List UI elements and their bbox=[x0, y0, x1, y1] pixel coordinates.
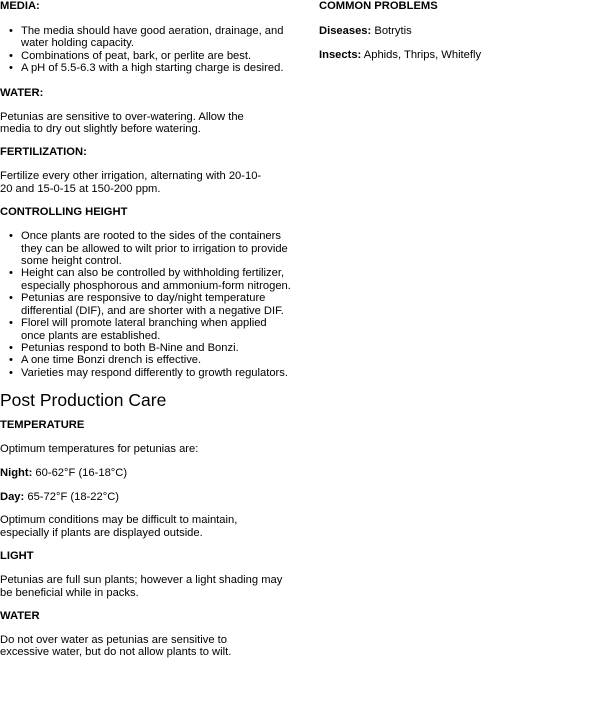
controlling-height-heading: CONTROLLING HEIGHT bbox=[0, 206, 128, 219]
media-heading: MEDIA: bbox=[0, 0, 40, 12]
list-item: • A one time Bonzi drench is effective. bbox=[0, 354, 292, 366]
controlling-height-list bbox=[0, 230, 292, 379]
right-column bbox=[319, 0, 589, 62]
list-item: • A pH of 5.5-6.3 with a high starting charge is desired. bbox=[0, 62, 290, 74]
section-title: Post Production Care bbox=[0, 390, 167, 411]
list-item: • Florel will promote lateral branching when applied once plants are established. bbox=[0, 317, 292, 342]
left-column bbox=[0, 0, 300, 659]
diseases-label: Diseases: bbox=[319, 25, 372, 37]
diseases-value: Botrytis bbox=[371, 25, 412, 37]
fertilization-text: Fertilize every other irrigation, alternating with 20-10-20 and 15-0-15 at 150-200 ppm. bbox=[0, 170, 262, 195]
fertilization-heading: FERTILIZATION: bbox=[0, 146, 87, 159]
diseases-line bbox=[319, 25, 589, 37]
common-problems-heading: COMMON PROBLEMS bbox=[319, 0, 438, 12]
night-label: Night: bbox=[0, 466, 33, 479]
temperature-intro: Optimum temperatures for petunias are: bbox=[0, 443, 199, 456]
list-item: • Combinations of peat, bark, or perlite are best. bbox=[0, 50, 290, 62]
list-item: • The media should have good aeration, drainage, and water holding capacity. bbox=[0, 25, 290, 50]
list-item: • Varieties may respond differently to growth regulators. bbox=[0, 367, 292, 379]
day-temperature bbox=[0, 491, 300, 503]
media-list bbox=[0, 25, 290, 75]
night-value: 60-62°F (16-18°C) bbox=[32, 466, 128, 479]
list-item: • Petunias respond to both B-Nine and Bonzi. bbox=[0, 342, 292, 354]
temperature-heading: TEMPERATURE bbox=[0, 419, 85, 432]
day-label: Day: bbox=[0, 490, 25, 503]
light-heading: LIGHT bbox=[0, 550, 34, 563]
day-value: 65-72°F (18-22°C) bbox=[24, 490, 120, 503]
insects-value: Aphids, Thrips, Whitefly bbox=[361, 49, 482, 62]
list-item: • Petunias are responsive to day/night temperature differential (DIF), and are shorter with a negative DIF. bbox=[0, 292, 292, 317]
post-water-heading: WATER bbox=[0, 609, 40, 622]
insects-label: Insects: bbox=[319, 49, 362, 62]
water-heading: WATER: bbox=[0, 86, 44, 99]
insects-line bbox=[319, 49, 589, 61]
temperature-note: Optimum conditions may be difficult to maintain, especially if plants are displayed outside. bbox=[0, 514, 238, 539]
water-text: Petunias are sensitive to over-watering. Allow the media to dry out slightly before watering. bbox=[0, 110, 244, 136]
list-item: • Once plants are rooted to the sides of the containers they can be allowed to wilt prior to irrigation to provide some height control. bbox=[0, 230, 292, 267]
list-item: • Height can also be controlled by withholding fertilizer, especially phosphorous and ammonium-form nitrogen. bbox=[0, 267, 292, 292]
post-water-text: Do not over water as petunias are sensitive to excessive water, but do not allow plants to wilt. bbox=[0, 633, 232, 659]
night-temperature bbox=[0, 467, 300, 479]
light-text: Petunias are full sun plants; however a light shading may be beneficial while in packs. bbox=[0, 574, 283, 599]
